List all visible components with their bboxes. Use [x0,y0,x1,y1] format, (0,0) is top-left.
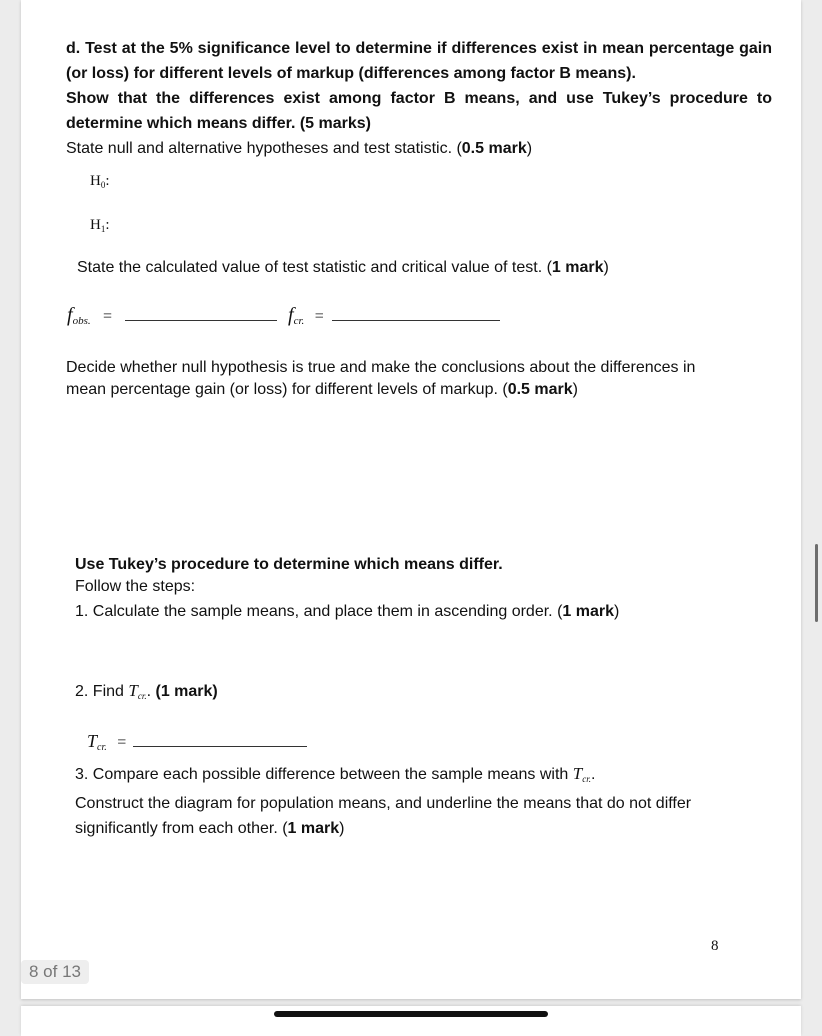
fcr-symbol: f [288,304,294,326]
fobs-symbol: f [67,304,73,326]
home-indicator[interactable] [274,1011,548,1017]
question-d-instruction: Show that the differences exist among factor B means, and use Tukey’s procedure to determine which means differ. (5 marks) [66,90,772,132]
tukey-step-1: 1. Calculate the sample means, and place them in ascending order. (1 mark) [75,603,620,620]
document-page [21,0,801,999]
fobs-row: $f_{obs.}$ = [67,304,277,327]
tcr-row: $T_{cr.}$ = [87,731,307,753]
tukey-construct: Construct the diagram for population means, and underline the means that do not differ significantly from each other. (1 mark) [75,795,692,837]
tukey-heading: Use Tukey’s procedure to determine which means differ. [75,556,503,573]
fobs-answer-line[interactable] [125,320,277,321]
calc-instruction: State the calculated value of test statistic and critical value of test. (1 mark) [77,259,609,276]
page-indicator: 8 of 13 [21,960,89,984]
h1-label: $H_1$: [90,217,110,234]
fcr-answer-line[interactable] [332,320,500,321]
question-d-title: d. Test at the 5% significance level to determine if differences exist in mean percentage gain (or loss) for different levels of markup (differences among factor B means). [66,40,772,82]
tcr-symbol: T [87,731,98,751]
page-number: 8 [711,938,719,954]
tukey-follow: Follow the steps: [75,578,196,595]
hypotheses-instruction: State null and alternative hypotheses and test statistic. (0.5 mark) [66,140,533,157]
scroll-indicator[interactable] [815,544,818,622]
decide-instruction: Decide whether null hypothesis is true and make the conclusions about the differences in mean percentage gain (or loss) for different levels of markup. (0.5 mark) [66,359,696,398]
tukey-step-3: 3. Compare each possible difference between the sample means with $T_{cr.}$. [75,764,596,784]
tukey-step-2: 2. Find $T_{cr.}$. (1 mark) [75,681,218,701]
tcr-answer-line[interactable] [133,746,307,747]
fcr-row: $f_{cr.}$ = [288,304,500,327]
question-d [66,36,772,136]
h0-label: $H_0$: [90,173,110,190]
